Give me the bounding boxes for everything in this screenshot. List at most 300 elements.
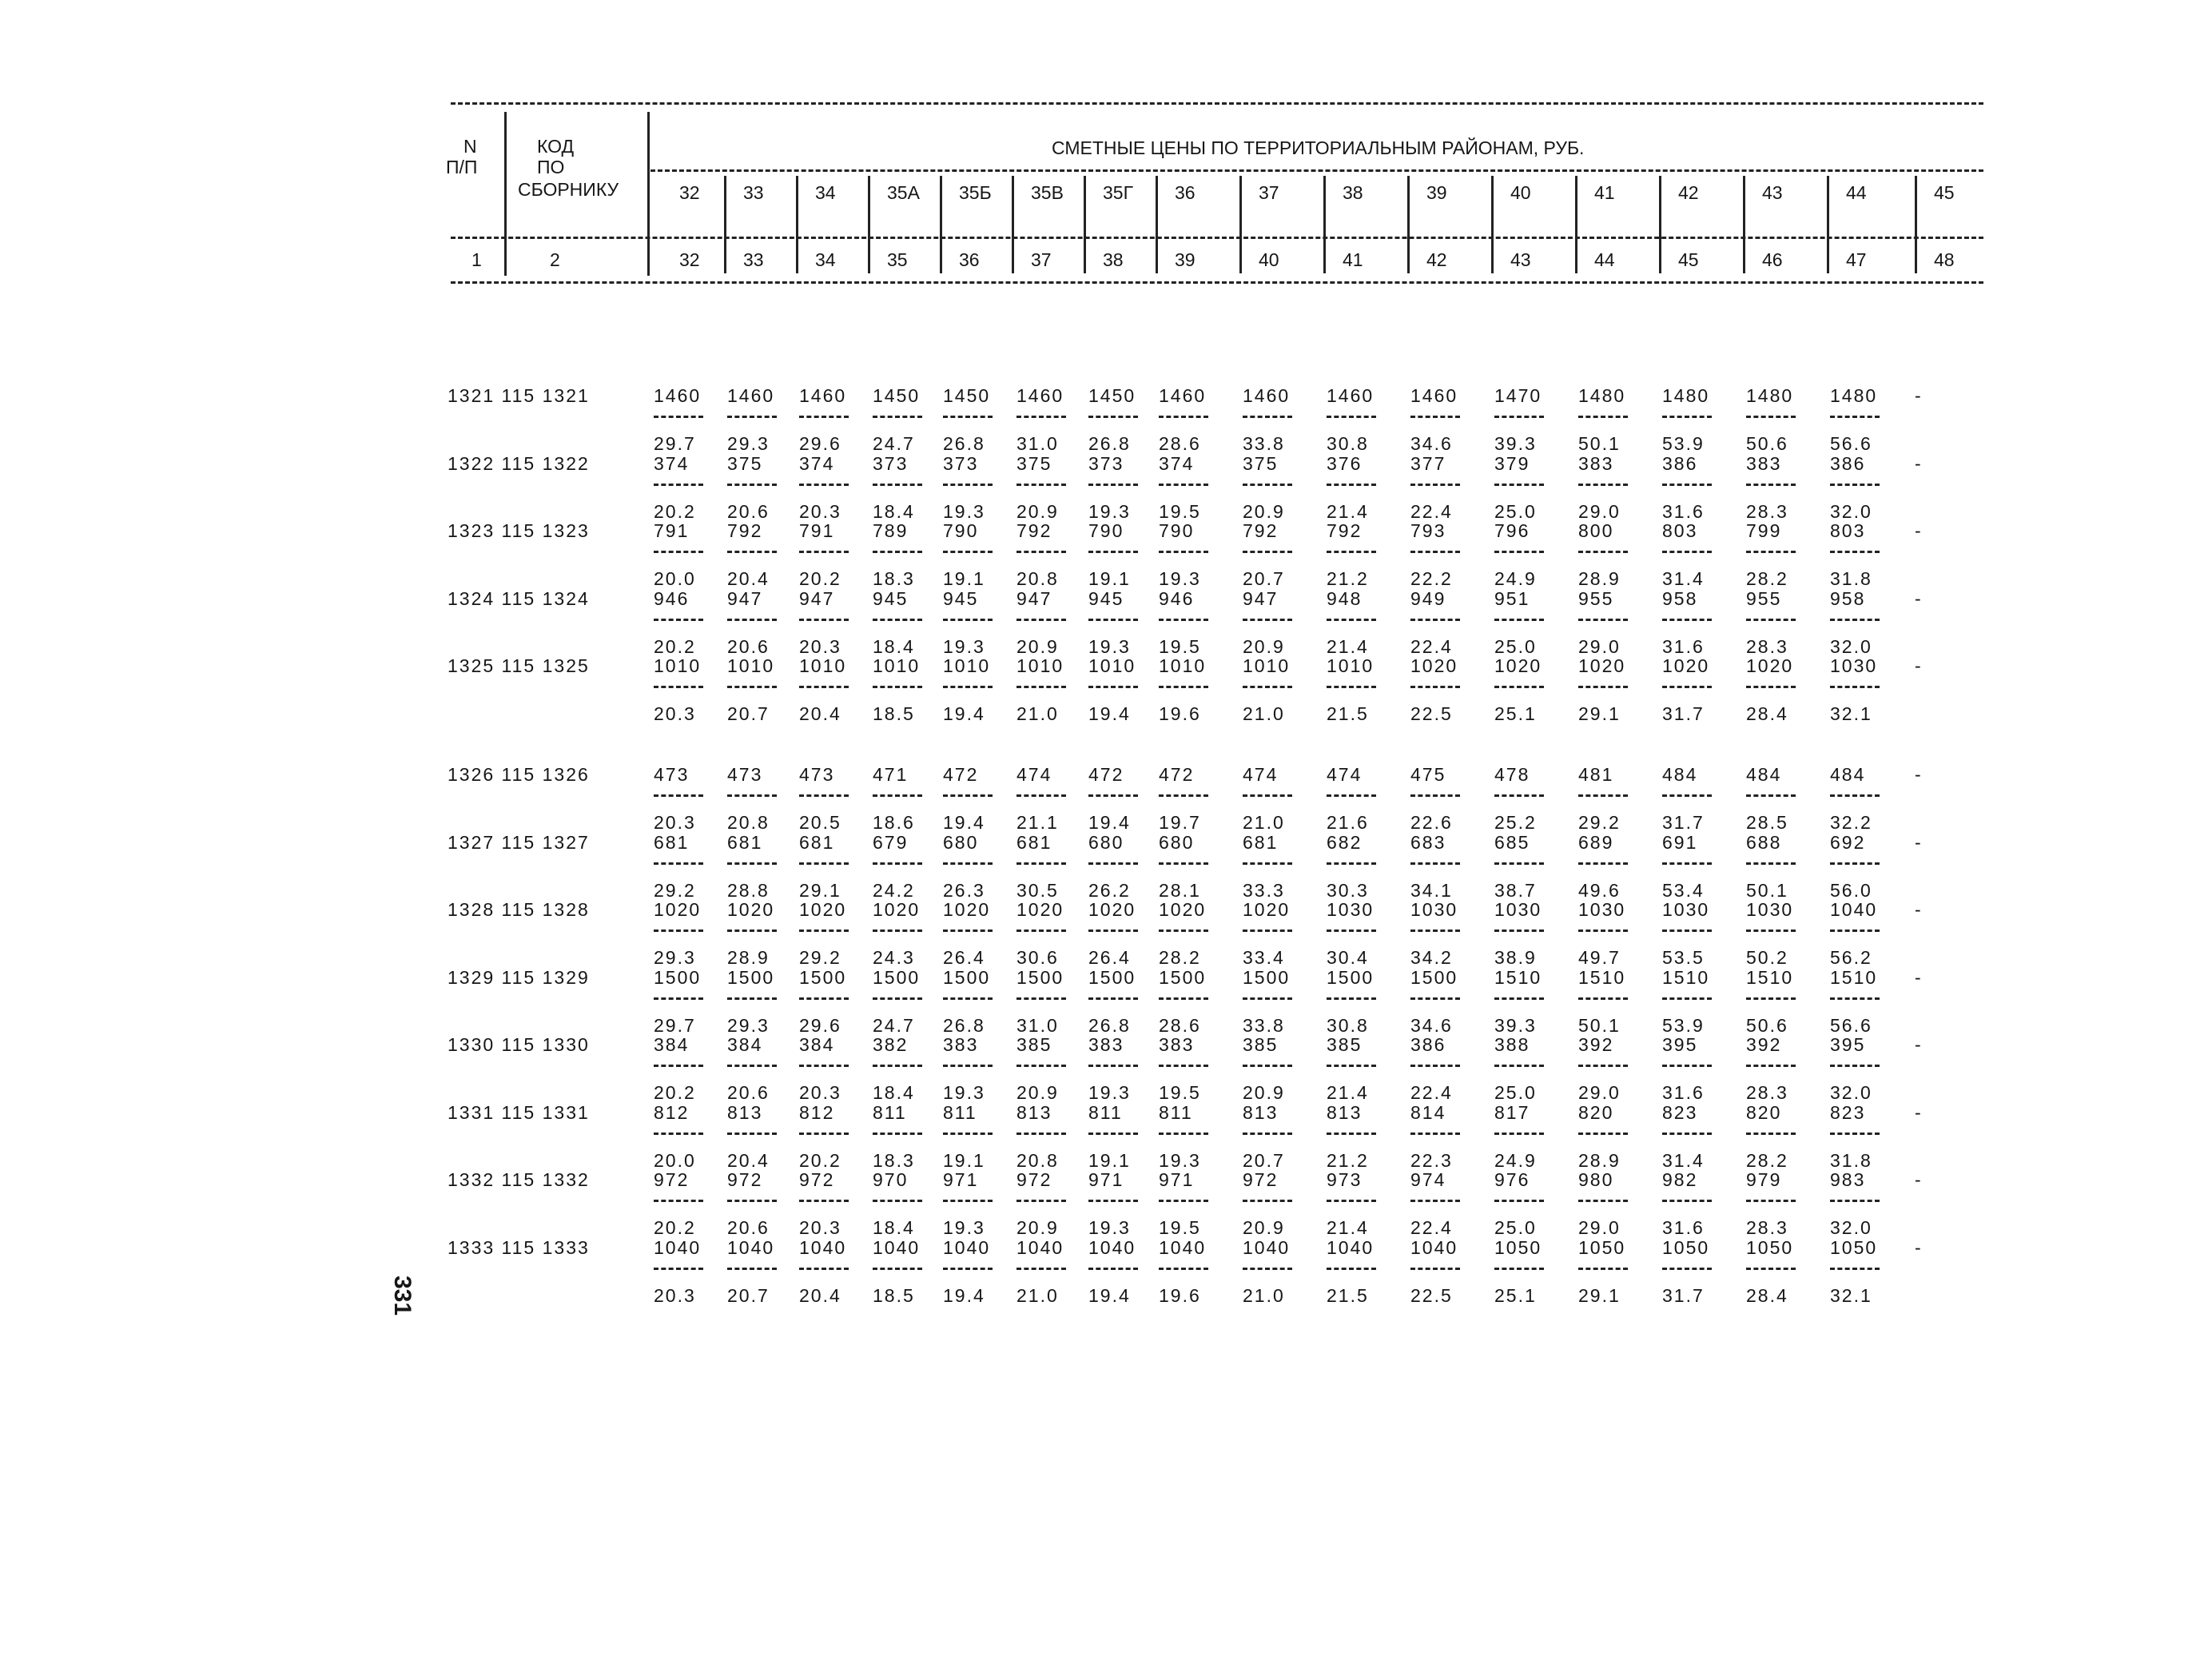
price-value: 1500	[1016, 966, 1064, 988]
ratio-value: 34.6	[1410, 1014, 1453, 1036]
price-value: 1050	[1662, 1236, 1710, 1258]
district-divider	[1012, 176, 1014, 273]
ratio-value: 25.0	[1494, 1082, 1537, 1103]
price-value: 792	[1016, 520, 1052, 541]
district-header: 33	[743, 182, 764, 203]
ratio-value: 50.1	[1578, 433, 1621, 454]
fraction-bar	[727, 1133, 777, 1135]
price-value: 947	[799, 587, 835, 609]
ratio-value: 20.6	[727, 1082, 770, 1103]
price-value: 386	[1410, 1034, 1446, 1055]
price-value: 1480	[1746, 385, 1794, 406]
fraction-bar	[1830, 1065, 1880, 1067]
ratio-value: 30.4	[1327, 947, 1369, 968]
fraction-bar	[1243, 997, 1292, 1000]
price-value: 484	[1662, 764, 1698, 785]
column-number: 41	[1343, 249, 1363, 270]
fraction-bar	[1746, 1268, 1796, 1270]
fraction-bar	[654, 930, 703, 932]
ratio-value: 24.7	[873, 1014, 915, 1036]
column-number: 33	[743, 249, 764, 270]
price-value: 947	[727, 587, 763, 609]
price-value: 972	[654, 1169, 690, 1190]
price-value: 1020	[654, 899, 702, 920]
ratio-value: 19.3	[943, 500, 985, 522]
ratio-value: 31.8	[1830, 1149, 1872, 1171]
price-value: 395	[1662, 1034, 1698, 1055]
price-value: 1040	[1159, 1236, 1207, 1258]
price-value: 1460	[1016, 385, 1064, 406]
fraction-bar	[1662, 1133, 1712, 1135]
ratio-value: 21.0	[1016, 1284, 1059, 1306]
fraction-bar	[1494, 1268, 1544, 1270]
fraction-bar	[1662, 416, 1712, 418]
ratio-value: 30.3	[1327, 879, 1369, 901]
ratio-value: 49.6	[1578, 879, 1621, 901]
ratio-value: 29.1	[1578, 703, 1621, 724]
fraction-bar	[1327, 862, 1376, 865]
ratio-value: 20.9	[1016, 1082, 1059, 1103]
price-value: 383	[943, 1034, 979, 1055]
price-value: 383	[1746, 452, 1782, 474]
ratio-value: 28.3	[1746, 635, 1788, 657]
fraction-bar	[1494, 619, 1544, 621]
ratio-value: 50.1	[1578, 1014, 1621, 1036]
ratio-value: 31.7	[1662, 1284, 1705, 1306]
fraction-bar	[727, 1200, 777, 1202]
fraction-bar	[1746, 686, 1796, 688]
ratio-value: 29.6	[799, 433, 841, 454]
price-value: 1510	[1662, 966, 1710, 988]
price-value: 970	[873, 1169, 909, 1190]
ratio-value: 19.3	[1159, 1149, 1201, 1171]
price-value: 373	[873, 452, 909, 474]
district-divider	[940, 176, 942, 273]
price-value: 971	[1088, 1169, 1124, 1190]
ratio-value: 33.8	[1243, 1014, 1285, 1036]
price-value: 1050	[1746, 1236, 1794, 1258]
ratio-value: 30.8	[1327, 433, 1369, 454]
price-value: 474	[1327, 764, 1363, 785]
ratio-value: 31.0	[1016, 1014, 1059, 1036]
ratio-value: 34.1	[1410, 879, 1453, 901]
ratio-value: 20.7	[727, 1284, 770, 1306]
fraction-bar	[1578, 794, 1628, 797]
price-value: 475	[1410, 764, 1446, 785]
fraction-bar	[1746, 416, 1796, 418]
ratio-value: 19.4	[943, 1284, 985, 1306]
price-value: 793	[1410, 520, 1446, 541]
district-header: 32	[679, 182, 700, 203]
ratio-value: 50.2	[1746, 947, 1788, 968]
price-value: 947	[1243, 587, 1279, 609]
fraction-bar	[654, 551, 703, 553]
price-value: 1500	[1327, 966, 1375, 988]
fraction-bar	[1746, 862, 1796, 865]
district-divider	[1239, 176, 1242, 273]
ratio-value: 21.5	[1327, 703, 1369, 724]
column-number: 35	[887, 249, 908, 270]
price-value: 1510	[1746, 966, 1794, 988]
fraction-bar	[1662, 997, 1712, 1000]
price-value: 790	[1159, 520, 1195, 541]
fraction-bar	[1016, 551, 1066, 553]
price-value: 383	[1159, 1034, 1195, 1055]
price-value: 811	[1159, 1101, 1193, 1123]
price-value: 811	[1088, 1101, 1123, 1123]
column-number: 48	[1934, 249, 1955, 270]
ratio-value: 20.0	[654, 568, 696, 589]
ratio-value: 39.3	[1494, 1014, 1537, 1036]
price-value: 792	[727, 520, 763, 541]
ratio-value: 21.0	[1016, 703, 1059, 724]
price-value: 1460	[1410, 385, 1458, 406]
fraction-bar	[799, 862, 849, 865]
ratio-value: 19.1	[1088, 568, 1131, 589]
price-value: 1500	[727, 966, 775, 988]
ratio-value: 19.3	[943, 635, 985, 657]
column-number: 43	[1510, 249, 1531, 270]
ratio-value: 18.5	[873, 1284, 915, 1306]
ratio-value: 22.6	[1410, 812, 1453, 833]
ratio-value: 18.3	[873, 1149, 915, 1171]
last-column-value: -	[1915, 655, 1923, 676]
ratio-value: 28.5	[1746, 812, 1788, 833]
price-value: 800	[1578, 520, 1614, 541]
district-header: 36	[1175, 182, 1196, 203]
price-value: 1010	[943, 655, 991, 676]
ratio-value: 20.8	[1016, 568, 1059, 589]
fraction-bar	[1016, 794, 1066, 797]
fraction-bar	[1410, 484, 1460, 486]
col-code-label: СБОРНИКУ	[518, 179, 619, 200]
ratio-value: 31.6	[1662, 500, 1705, 522]
price-value: 1050	[1830, 1236, 1878, 1258]
fraction-bar	[654, 1268, 703, 1270]
price-value: 792	[1243, 520, 1279, 541]
column-number: 32	[679, 249, 700, 270]
price-value: 971	[943, 1169, 979, 1190]
fraction-bar	[943, 1133, 993, 1135]
fraction-bar	[1578, 997, 1628, 1000]
ratio-value: 56.6	[1830, 1014, 1872, 1036]
price-value: 1040	[654, 1236, 702, 1258]
price-value: 1030	[1578, 899, 1626, 920]
price-value: 1020	[1662, 655, 1710, 676]
fraction-bar	[873, 930, 922, 932]
price-value: 971	[1159, 1169, 1195, 1190]
fraction-bar	[1662, 930, 1712, 932]
price-value: 1500	[799, 966, 847, 988]
row-code: 1322 115 1322	[448, 452, 590, 474]
ratio-value: 56.6	[1830, 433, 1872, 454]
price-value: 679	[873, 831, 909, 853]
ratio-value: 22.4	[1410, 635, 1453, 657]
row-code: 1330 115 1330	[448, 1034, 590, 1055]
price-value: 1470	[1494, 385, 1542, 406]
price-value: 973	[1327, 1169, 1363, 1190]
ratio-value: 31.4	[1662, 568, 1705, 589]
ratio-value: 29.1	[799, 879, 841, 901]
ratio-value: 28.6	[1159, 1014, 1201, 1036]
fraction-bar	[654, 686, 703, 688]
fraction-bar	[1159, 686, 1208, 688]
ratio-value: 22.5	[1410, 703, 1453, 724]
ratio-value: 18.4	[873, 635, 915, 657]
price-value: 386	[1662, 452, 1698, 474]
fraction-bar	[1578, 686, 1628, 688]
fraction-bar	[873, 1268, 922, 1270]
fraction-bar	[1830, 1268, 1880, 1270]
fraction-bar	[1410, 551, 1460, 553]
price-value: 1460	[1243, 385, 1291, 406]
ratio-value: 28.2	[1159, 947, 1201, 968]
fraction-bar	[1830, 1200, 1880, 1202]
ratio-value: 25.0	[1494, 635, 1537, 657]
fraction-bar	[1243, 484, 1292, 486]
ratio-value: 20.3	[654, 812, 696, 833]
fraction-bar	[873, 1065, 922, 1067]
fraction-bar	[1243, 930, 1292, 932]
ratio-value: 22.2	[1410, 568, 1453, 589]
ratio-value: 20.5	[799, 812, 841, 833]
fraction-bar	[1016, 1268, 1066, 1270]
district-header: 45	[1934, 182, 1955, 203]
row-code: 1333 115 1333	[448, 1236, 590, 1258]
fraction-bar	[1410, 416, 1460, 418]
ratio-value: 28.6	[1159, 433, 1201, 454]
fraction-bar	[799, 1268, 849, 1270]
district-header: 37	[1259, 182, 1279, 203]
price-value: 1020	[1088, 899, 1136, 920]
fraction-bar	[1016, 930, 1066, 932]
fraction-bar	[727, 997, 777, 1000]
district-header: 35Б	[959, 182, 992, 203]
price-value: 982	[1662, 1169, 1698, 1190]
ratio-value: 32.1	[1830, 1284, 1872, 1306]
district-divider	[1827, 176, 1829, 273]
price-value: 813	[1243, 1101, 1279, 1123]
fraction-bar	[873, 619, 922, 621]
ratio-value: 21.4	[1327, 500, 1369, 522]
fraction-bar	[943, 862, 993, 865]
price-value: 1020	[1578, 655, 1626, 676]
fraction-bar	[1494, 551, 1544, 553]
fraction-bar	[1410, 1133, 1460, 1135]
district-divider	[1659, 176, 1661, 273]
ratio-value: 25.1	[1494, 1284, 1537, 1306]
district-divider	[1915, 176, 1917, 273]
fraction-bar	[1494, 794, 1544, 797]
ratio-value: 28.1	[1159, 879, 1201, 901]
fraction-bar	[1578, 862, 1628, 865]
ratio-value: 53.5	[1662, 947, 1705, 968]
fraction-bar	[1327, 416, 1376, 418]
fraction-bar	[1578, 416, 1628, 418]
last-column-value: -	[1915, 1101, 1923, 1123]
row-code: 1321 115 1321	[448, 385, 590, 406]
column-number: 45	[1678, 249, 1699, 270]
ratio-value: 18.5	[873, 703, 915, 724]
fraction-bar	[1494, 862, 1544, 865]
ratio-value: 19.3	[1088, 500, 1131, 522]
ratio-value: 50.1	[1746, 879, 1788, 901]
fraction-bar	[1088, 1200, 1138, 1202]
ratio-value: 26.3	[943, 879, 985, 901]
fraction-bar	[1016, 686, 1066, 688]
ratio-value: 22.4	[1410, 500, 1453, 522]
price-value: 980	[1578, 1169, 1614, 1190]
price-value: 1030	[1662, 899, 1710, 920]
fraction-bar	[943, 416, 993, 418]
price-value: 1480	[1830, 385, 1878, 406]
fraction-bar	[1016, 619, 1066, 621]
ratio-value: 24.2	[873, 879, 915, 901]
price-value: 790	[1088, 520, 1124, 541]
fraction-bar	[1243, 1065, 1292, 1067]
fraction-bar	[1159, 416, 1208, 418]
fraction-bar	[1327, 1268, 1376, 1270]
ratio-value: 29.3	[654, 947, 696, 968]
ratio-value: 32.2	[1830, 812, 1872, 833]
ratio-value: 20.3	[654, 1284, 696, 1306]
row-code: 1323 115 1323	[448, 520, 590, 541]
column-number: 38	[1103, 249, 1124, 270]
fraction-bar	[1088, 484, 1138, 486]
ratio-value: 49.7	[1578, 947, 1621, 968]
price-value: 820	[1746, 1101, 1782, 1123]
ratio-value: 19.3	[943, 1217, 985, 1238]
price-value: 979	[1746, 1169, 1782, 1190]
price-value: 823	[1830, 1101, 1866, 1123]
ratio-value: 19.4	[943, 812, 985, 833]
district-header: 35Г	[1103, 182, 1134, 203]
price-value: 392	[1746, 1034, 1782, 1055]
ratio-value: 19.5	[1159, 1217, 1201, 1238]
ratio-value: 38.7	[1494, 879, 1537, 901]
price-value: 685	[1494, 831, 1530, 853]
ratio-value: 19.3	[943, 1082, 985, 1103]
ratio-value: 20.9	[1243, 1082, 1285, 1103]
price-value: 1020	[799, 899, 847, 920]
ratio-value: 20.3	[799, 500, 841, 522]
district-header: 34	[815, 182, 836, 203]
price-value: 374	[799, 452, 835, 474]
fraction-bar	[1327, 794, 1376, 797]
fraction-bar	[1662, 1200, 1712, 1202]
ratio-value: 26.8	[943, 1014, 985, 1036]
fraction-bar	[1578, 930, 1628, 932]
price-value: 791	[654, 520, 690, 541]
price-value: 481	[1578, 764, 1614, 785]
col-n-label: П/П	[446, 157, 478, 177]
fraction-bar	[1088, 997, 1138, 1000]
price-value: 817	[1494, 1101, 1530, 1123]
ratio-value: 29.7	[654, 433, 696, 454]
price-value: 972	[799, 1169, 835, 1190]
fraction-bar	[1016, 1133, 1066, 1135]
ratio-value: 28.9	[727, 947, 770, 968]
price-value: 1030	[1410, 899, 1458, 920]
fraction-bar	[943, 686, 993, 688]
fraction-bar	[727, 551, 777, 553]
ratio-value: 19.4	[943, 703, 985, 724]
fraction-bar	[873, 551, 922, 553]
ratio-value: 20.2	[654, 1082, 696, 1103]
price-value: 813	[1327, 1101, 1363, 1123]
fraction-bar	[1327, 686, 1376, 688]
price-value: 1040	[1830, 899, 1878, 920]
fraction-bar	[1578, 484, 1628, 486]
price-value: 1450	[1088, 385, 1136, 406]
price-value: 478	[1494, 764, 1530, 785]
price-value: 1020	[1159, 899, 1207, 920]
fraction-bar	[1746, 997, 1796, 1000]
fraction-bar	[1830, 551, 1880, 553]
ratio-value: 50.6	[1746, 433, 1788, 454]
price-value: 383	[1088, 1034, 1124, 1055]
price-value: 1020	[1243, 899, 1291, 920]
price-value: 388	[1494, 1034, 1530, 1055]
header-bottom-rule	[451, 281, 1983, 284]
ratio-value: 25.0	[1494, 1217, 1537, 1238]
fraction-bar	[1159, 619, 1208, 621]
price-value: 789	[873, 520, 909, 541]
fraction-bar	[873, 1200, 922, 1202]
ratio-value: 24.9	[1494, 1149, 1537, 1171]
fraction-bar	[1327, 997, 1376, 1000]
district-divider	[724, 176, 726, 273]
price-value: 375	[727, 452, 763, 474]
fraction-bar	[1088, 1268, 1138, 1270]
price-value: 1010	[799, 655, 847, 676]
price-value: 1040	[1243, 1236, 1291, 1258]
fraction-bar	[799, 416, 849, 418]
ratio-value: 29.0	[1578, 1217, 1621, 1238]
ratio-value: 18.4	[873, 1082, 915, 1103]
price-value: 1010	[1088, 655, 1136, 676]
ratio-value: 26.4	[943, 947, 985, 968]
price-value: 946	[654, 587, 690, 609]
price-value: 1010	[1159, 655, 1207, 676]
fraction-bar	[1830, 686, 1880, 688]
price-value: 1020	[727, 899, 775, 920]
fraction-bar	[1830, 862, 1880, 865]
fraction-bar	[1494, 997, 1544, 1000]
ratio-value: 32.0	[1830, 1217, 1872, 1238]
fraction-bar	[799, 930, 849, 932]
ratio-value: 32.0	[1830, 500, 1872, 522]
ratio-value: 19.5	[1159, 500, 1201, 522]
ratio-value: 28.2	[1746, 1149, 1788, 1171]
fraction-bar	[799, 551, 849, 553]
column-number: 1	[471, 249, 482, 270]
column-number: 46	[1762, 249, 1783, 270]
ratio-value: 29.3	[727, 1014, 770, 1036]
fraction-bar	[799, 794, 849, 797]
price-value: 972	[727, 1169, 763, 1190]
price-value: 949	[1410, 587, 1446, 609]
fraction-bar	[1243, 1268, 1292, 1270]
ratio-value: 38.9	[1494, 947, 1537, 968]
price-value: 1500	[1410, 966, 1458, 988]
price-value: 1050	[1578, 1236, 1626, 1258]
fraction-bar	[799, 484, 849, 486]
ratio-value: 19.1	[943, 1149, 985, 1171]
fraction-bar	[1746, 794, 1796, 797]
price-value: 1480	[1578, 385, 1626, 406]
fraction-bar	[1327, 1065, 1376, 1067]
